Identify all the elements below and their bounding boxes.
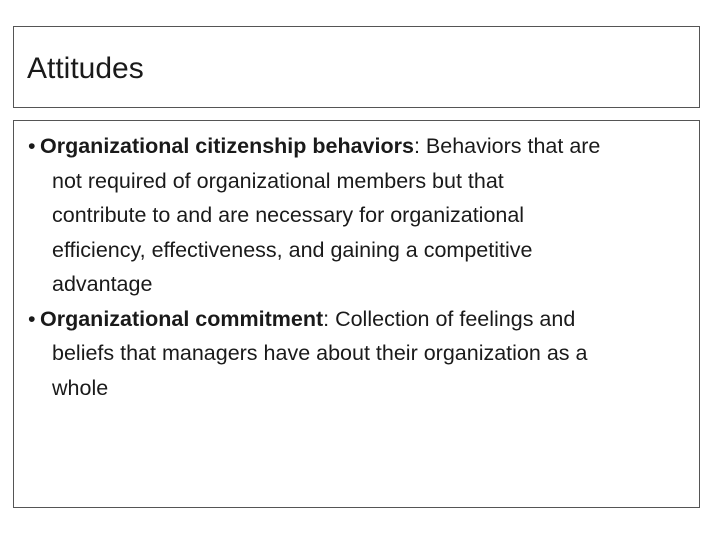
content-box (13, 120, 700, 508)
bullet-continuation-line: advantage (52, 272, 153, 296)
bullet-marker: • (28, 134, 36, 158)
bullet-term: Organizational citizenship behaviors (40, 134, 414, 158)
bullet-continuation-line: not required of organizational members but that (52, 168, 504, 193)
slide-title: Attitudes (27, 52, 144, 85)
bullet-definition-start: : Behaviors that are (413, 134, 601, 158)
bullet-list (28, 129, 688, 405)
bullet-first-line (40, 129, 688, 164)
bullet-continuation-line: whole (52, 375, 109, 400)
title-box (13, 26, 700, 108)
bullet-item-organizational-commitment (28, 302, 688, 406)
bullet-continuation-line: beliefs that managers have about their organization as a (52, 341, 588, 365)
bullet-definition-start: : Collection of feelings and (323, 306, 576, 331)
bullet-first-line (40, 302, 688, 337)
bullet-continuation-line: contribute to and are necessary for organizational (52, 203, 525, 227)
bullet-item-citizenship-behaviors (28, 129, 688, 302)
bullet-continuation-line: efficiency, effectiveness, and gaining a competitive (52, 237, 533, 262)
bullet-marker: • (28, 306, 36, 331)
bullet-term: Organizational commitment (40, 306, 324, 331)
